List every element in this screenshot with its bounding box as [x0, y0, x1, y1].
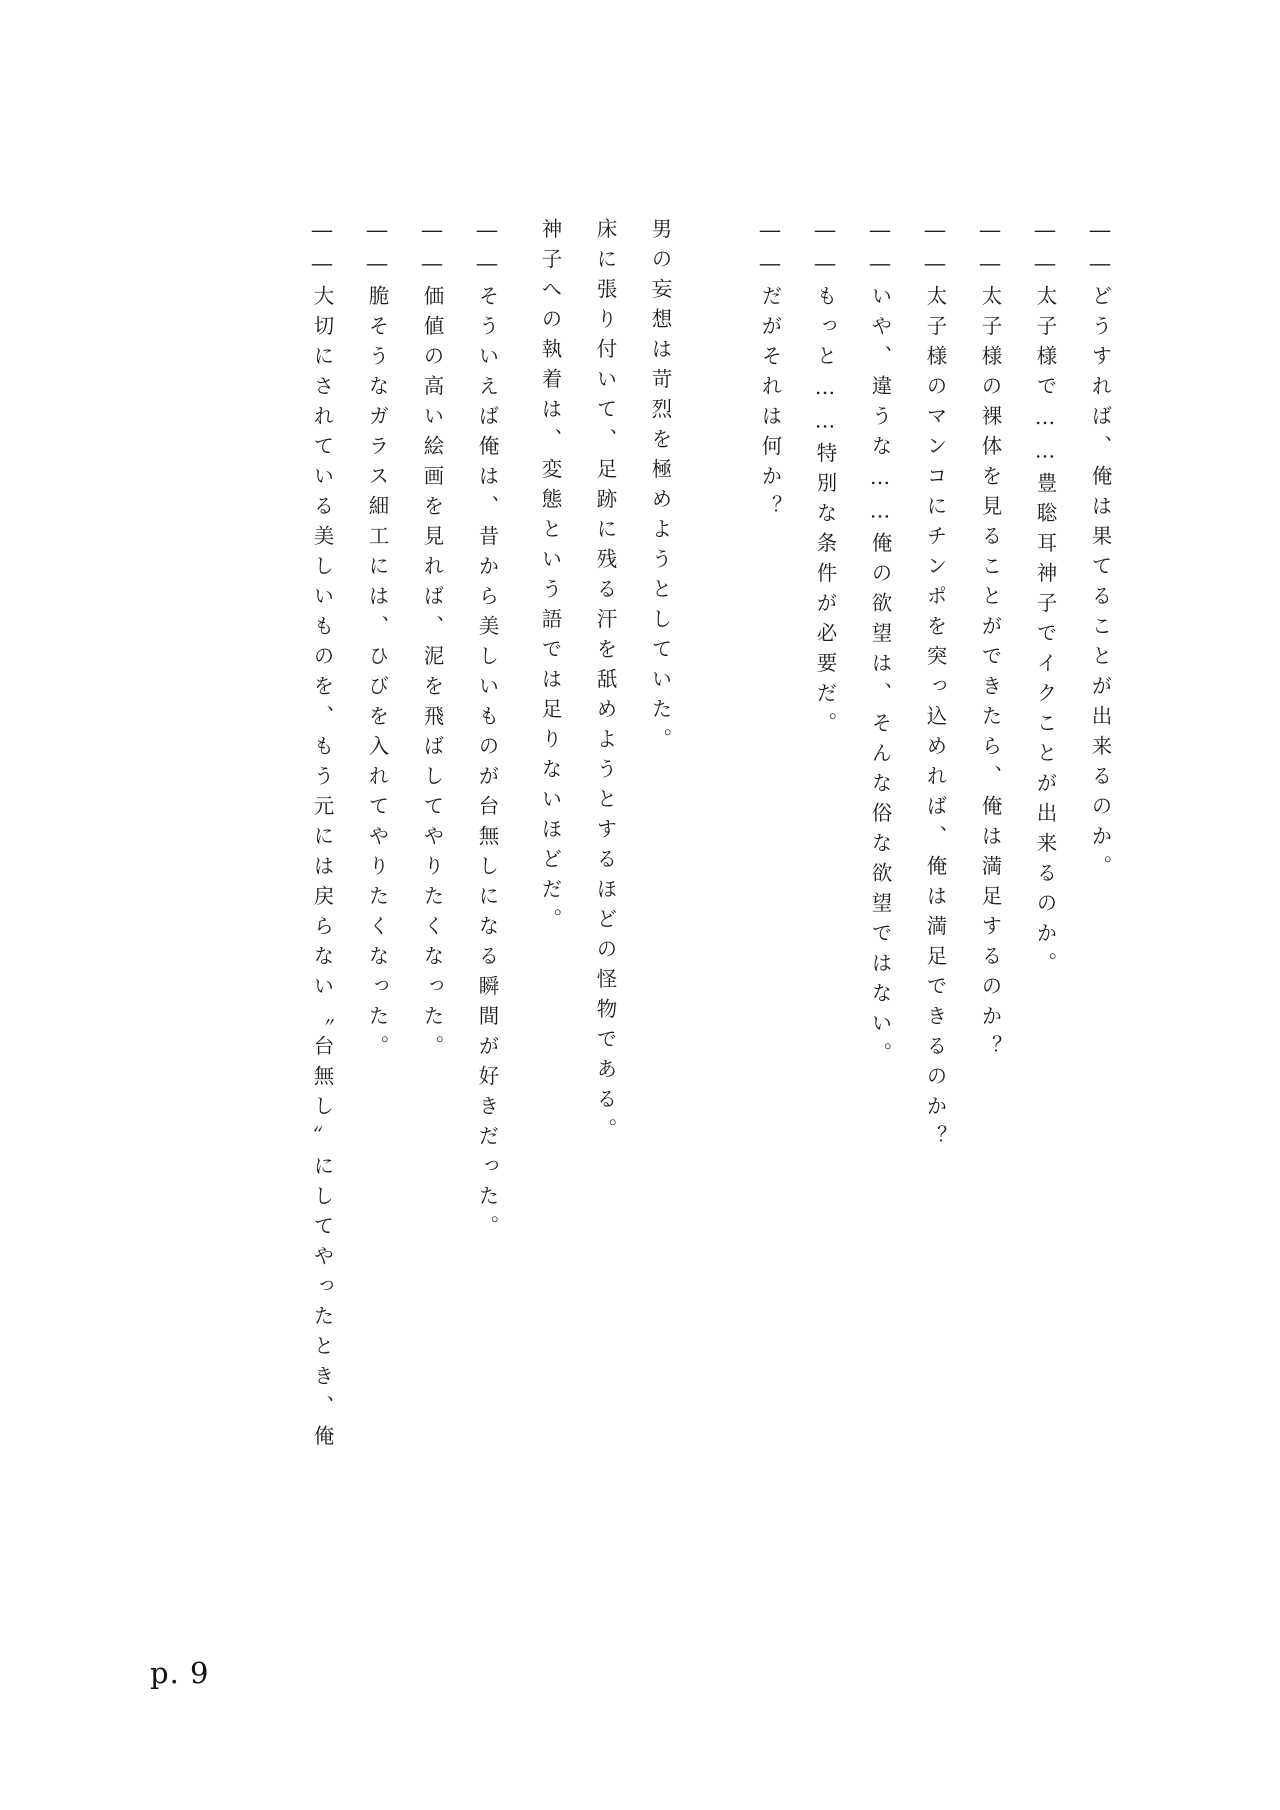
text-line: ――だがそれは何か？: [758, 218, 782, 525]
text-line: 男の妄想は苛烈を極めようとしていた。: [648, 218, 672, 758]
paragraph-spacer: [497, 218, 505, 1620]
vertical-text-block: [170, 218, 1110, 1620]
text-line: 床に張り付いて、足跡に残る汗を舐めようとするほどの怪物である。: [593, 218, 617, 1148]
text-line: ――もっと……特別な条件が必要だ。: [813, 218, 837, 742]
text-line: ――そういえば俺は、昔から美しいものが台無しになる瞬間が好きだった。: [475, 218, 499, 1245]
paragraph-spacer: [670, 218, 725, 1620]
text-line: ――いや、違うな……俺の欲望は、そんな俗な欲望ではない。: [868, 218, 892, 1072]
text-line: ――脆そうなガラス細工には、ひびを入れてやりたくなった。: [365, 218, 389, 1065]
text-line: ――太子様のマンコにチンポを突っ込めれば、俺は満足できるのか？: [923, 218, 947, 1155]
page-number: p. 9: [150, 1656, 210, 1690]
text-line: ――太子様の裸体を見ることができたら、俺は満足するのか？: [978, 218, 1002, 1065]
text-line: ――どうすれば、俺は果てることが出来るのか。: [1088, 218, 1112, 885]
text-line: ――大切にされている美しいものを、もう元には戻らない〝台無し〟にしてやったとき、俺: [310, 218, 334, 1455]
text-line: ――価値の高い絵画を見れば、泥を飛ばしてやりたくなった。: [420, 218, 444, 1065]
text-line: 神子への執着は、変態という語では足りないほどだ。: [538, 218, 562, 938]
text-line: ――太子様で……豊聡耳神子でイクことが出来るのか。: [1033, 218, 1057, 982]
